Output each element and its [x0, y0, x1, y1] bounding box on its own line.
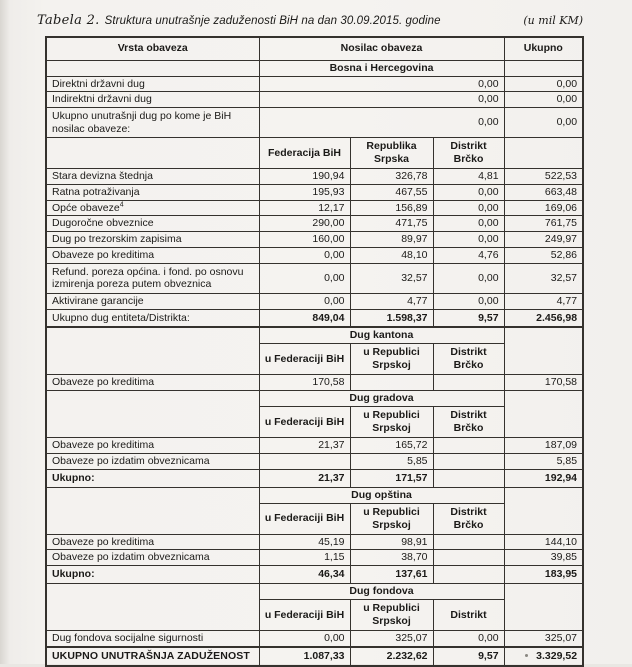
- row-label: Obaveze po kreditima: [46, 437, 259, 453]
- cell-total: 5,85: [504, 453, 583, 469]
- table-row: [46, 437, 583, 453]
- cell-total: 2.456,98: [504, 309, 583, 327]
- cell-brcko: 0,00: [433, 232, 504, 248]
- cell-rs: 165,72: [350, 437, 433, 453]
- subheader-rs: Republika Srpska: [350, 138, 433, 169]
- empty-cell: [504, 327, 583, 374]
- cell-brcko: [433, 437, 504, 453]
- subheader-fbih: u Federaciji BiH: [259, 600, 350, 631]
- scan-speck: [525, 654, 528, 657]
- row-label: Ukupno unutrašnji dug po kome je BiH nosilac obaveze:: [46, 108, 259, 138]
- empty-cell: [504, 584, 583, 631]
- cell-total: 761,75: [504, 216, 583, 232]
- cell-brcko: 0,00: [433, 184, 504, 200]
- cell-rs: 48,10: [350, 248, 433, 264]
- grand-total-row: [46, 647, 583, 666]
- row-label: Obaveze po izdatim obveznicama: [46, 550, 259, 566]
- section-title-fondovi: Dug fondova: [259, 584, 504, 600]
- cell-brcko: [433, 550, 504, 566]
- cell-fbih: 0,00: [259, 263, 350, 293]
- empty-cell: [46, 390, 259, 437]
- empty-cell: [504, 60, 583, 76]
- cell-brcko: [433, 469, 504, 487]
- cell-total: 32,57: [504, 263, 583, 293]
- cell-brcko: 0,00: [433, 200, 504, 216]
- entity-total-row: [46, 309, 583, 327]
- cell-fbih: 46,34: [259, 566, 350, 584]
- cell-brcko: 0,00: [433, 293, 504, 309]
- empty-cell: [46, 60, 259, 76]
- cell-rs: 326,78: [350, 169, 433, 185]
- cell-total: 249,97: [504, 232, 583, 248]
- cell-total: 183,95: [504, 566, 583, 584]
- subheader-brcko: Distrikt Brčko: [433, 503, 504, 534]
- empty-cell: [46, 138, 259, 169]
- cell-fbih: 1,15: [259, 550, 350, 566]
- cell-rs: 38,70: [350, 550, 433, 566]
- subheader-fbih: u Federaciji BiH: [259, 343, 350, 374]
- section-title-row: [46, 584, 583, 600]
- subheader-brcko: Distrikt: [433, 600, 504, 631]
- cell-fbih: 290,00: [259, 216, 350, 232]
- cell-total: 4,77: [504, 293, 583, 309]
- section-title-row: [46, 390, 583, 406]
- cell-rs: 1.598,37: [350, 309, 433, 327]
- cell-rs: 467,55: [350, 184, 433, 200]
- cell-fbih: 0,00: [259, 631, 350, 647]
- subheader-rs: u Republici Srpskoj: [350, 343, 433, 374]
- col-header-vrsta: Vrsta obaveza: [46, 37, 259, 60]
- cell-fbih: 21,37: [259, 469, 350, 487]
- cell-brcko: 4,76: [433, 248, 504, 264]
- section-total-row: [46, 566, 583, 584]
- table-row: [46, 263, 583, 293]
- cell-rs: 5,85: [350, 453, 433, 469]
- footnote-marker: 4: [119, 201, 124, 209]
- col-header-nosilac: Nosilac obaveza: [259, 37, 504, 60]
- empty-cell: [46, 487, 259, 534]
- row-label: Indirektni državni dug: [46, 92, 259, 108]
- empty-cell: [46, 327, 259, 374]
- cell-rs: 156,89: [350, 200, 433, 216]
- cell-brcko: 0,00: [433, 631, 504, 647]
- cell-value: 0,00: [259, 92, 504, 108]
- table-row: [46, 200, 583, 216]
- section-title-row: [46, 487, 583, 503]
- cell-total: 192,94: [504, 469, 583, 487]
- cell-fbih: 1.087,33: [259, 647, 350, 666]
- subheader-fbih: u Federaciji BiH: [259, 406, 350, 437]
- row-label: Obaveze po kreditima: [46, 534, 259, 550]
- cell-brcko: 4,81: [433, 169, 504, 185]
- cell-rs: 98,91: [350, 534, 433, 550]
- cell-total: 522,53: [504, 169, 583, 185]
- section-title-opstine: Dug opština: [259, 487, 504, 503]
- empty-cell: [504, 390, 583, 437]
- table-title: Struktura unutrašnje zaduženosti BiH na dan 30.09.2015. godine: [104, 15, 441, 27]
- cell-total: 663,48: [504, 184, 583, 200]
- cell-value: 0,00: [259, 76, 504, 92]
- cell-fbih: 21,37: [259, 437, 350, 453]
- cell-fbih: 195,93: [259, 184, 350, 200]
- table-row: [46, 232, 583, 248]
- cell-fbih: 0,00: [259, 293, 350, 309]
- row-label: Refund. poreza općina. i fond. po osnovu izmirenja poreza putem obveznica: [46, 263, 259, 293]
- cell-total: 0,00: [504, 76, 583, 92]
- cell-rs: 471,75: [350, 216, 433, 232]
- cell-brcko: 9,57: [433, 309, 504, 327]
- row-label: Direktni državni dug: [46, 76, 259, 92]
- section-total-row: [46, 469, 583, 487]
- cell-fbih: 849,04: [259, 309, 350, 327]
- cell-rs: 4,77: [350, 293, 433, 309]
- cell-total: 0,00: [504, 92, 583, 108]
- row-label: Dug po trezorskim zapisima: [46, 232, 259, 248]
- document-title-bar: [37, 13, 583, 28]
- empty-cell: [504, 138, 583, 169]
- row-label: Ukupno dug entiteta/Distrikta:: [46, 309, 259, 327]
- cell-total: 325,07: [504, 631, 583, 647]
- cell-fbih: 12,17: [259, 200, 350, 216]
- subheader-brcko: Distrikt Brčko: [433, 406, 504, 437]
- row-label: Dugoročne obveznice: [46, 216, 259, 232]
- cell-brcko: [433, 374, 504, 390]
- cell-total: 52,86: [504, 248, 583, 264]
- cell-brcko: [433, 534, 504, 550]
- table-row: [46, 534, 583, 550]
- subheader-fbih: Federacija BiH: [259, 138, 350, 169]
- cell-brcko: 9,57: [433, 647, 504, 666]
- cell-total: 0,00: [504, 108, 583, 138]
- row-label: Stara devizna štednja: [46, 169, 259, 185]
- table-row: [46, 184, 583, 200]
- subheader-fbih: u Federaciji BiH: [259, 503, 350, 534]
- cell-total: 144,10: [504, 534, 583, 550]
- table-row: [46, 550, 583, 566]
- cell-fbih: 190,94: [259, 169, 350, 185]
- row-label: Ukupno:: [46, 566, 259, 584]
- bih-band-row: [46, 60, 583, 76]
- section-title-kantoni: Dug kantona: [259, 327, 504, 343]
- row-label: Opće obaveze$^4$: [46, 200, 259, 216]
- cell-rs: 137,61: [350, 566, 433, 584]
- table-row: [46, 453, 583, 469]
- row-label: Aktivirane garancije: [46, 293, 259, 309]
- col-header-ukupno: Ukupno: [504, 37, 583, 60]
- table-number-label: Tabela 2.: [37, 13, 100, 28]
- cell-rs: [350, 374, 433, 390]
- entity-header-row: [46, 138, 583, 169]
- table-row: [46, 92, 583, 108]
- row-label: Obaveze po kreditima: [46, 374, 259, 390]
- cell-fbih: 160,00: [259, 232, 350, 248]
- table-row: [46, 216, 583, 232]
- cell-rs: 325,07: [350, 631, 433, 647]
- cell-brcko: 0,00: [433, 216, 504, 232]
- empty-cell: [46, 584, 259, 631]
- cell-rs: 2.232,62: [350, 647, 433, 666]
- cell-fbih: 170,58: [259, 374, 350, 390]
- cell-total: 170,58: [504, 374, 583, 390]
- row-label: Ratna potraživanja: [46, 184, 259, 200]
- cell-brcko: 0,00: [433, 263, 504, 293]
- cell-total: 39,85: [504, 550, 583, 566]
- cell-total: 169,06: [504, 200, 583, 216]
- section-title-gradovi: Dug gradova: [259, 390, 504, 406]
- table-row: [46, 293, 583, 309]
- empty-cell: [504, 487, 583, 534]
- subheader-rs: u Republici Srpskoj: [350, 503, 433, 534]
- row-label: Dug fondova socijalne sigurnosti: [46, 631, 259, 647]
- cell-total: 3.329,52: [504, 647, 583, 666]
- cell-value: 0,00: [259, 108, 504, 138]
- unit-note: (u mil KM): [523, 14, 583, 27]
- table-row: [46, 108, 583, 138]
- row-label: Ukupno:: [46, 469, 259, 487]
- table-row: [46, 248, 583, 264]
- subheader-rs: u Republici Srpskoj: [350, 406, 433, 437]
- cell-rs: 171,57: [350, 469, 433, 487]
- cell-rs: 89,97: [350, 232, 433, 248]
- bih-band-label: Bosna i Hercegovina: [259, 60, 504, 76]
- cell-brcko: [433, 566, 504, 584]
- subheader-brcko: Distrikt Brčko: [433, 343, 504, 374]
- table-row: [46, 631, 583, 647]
- subheader-brcko: Distrikt Brčko: [433, 138, 504, 169]
- cell-rs: 32,57: [350, 263, 433, 293]
- cell-total: 187,09: [504, 437, 583, 453]
- subheader-rs: u Republici Srpskoj: [350, 600, 433, 631]
- row-label: Obaveze po kreditima: [46, 248, 259, 264]
- row-label: Obaveze po izdatim obveznicama: [46, 453, 259, 469]
- debt-structure-table: [45, 36, 584, 667]
- table-header-row: [46, 37, 583, 60]
- cell-fbih: 0,00: [259, 248, 350, 264]
- section-title-row: [46, 327, 583, 343]
- table-row: [46, 374, 583, 390]
- table-row: [46, 169, 583, 185]
- table-row: [46, 76, 583, 92]
- cell-fbih: 45,19: [259, 534, 350, 550]
- row-label: UKUPNO UNUTRAŠNJA ZADUŽENOST: [46, 647, 259, 666]
- cell-brcko: [433, 453, 504, 469]
- cell-fbih: [259, 453, 350, 469]
